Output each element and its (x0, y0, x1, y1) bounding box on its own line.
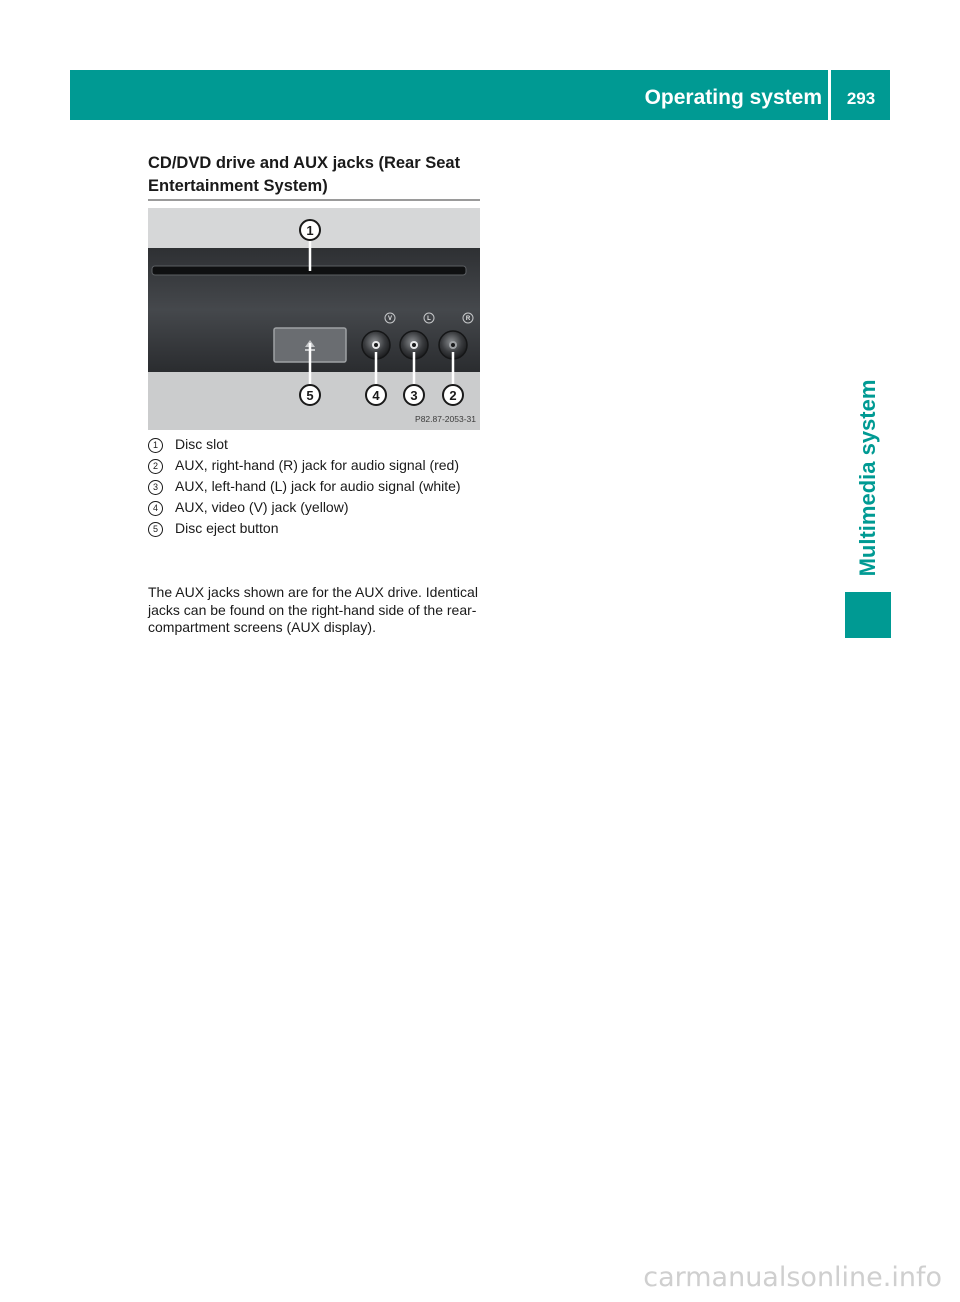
figure-code: P82.87-2053-31 (415, 414, 476, 424)
callout-1-number: 1 (306, 223, 314, 238)
header-divider (828, 70, 831, 120)
legend-text: Disc slot (175, 436, 228, 452)
callout-4 (366, 385, 386, 405)
legend-text: Disc eject button (175, 520, 279, 536)
legend-item (148, 499, 483, 517)
callout-2 (443, 385, 463, 405)
body-paragraph: The AUX jacks shown are for the AUX drive. Identical jacks can be found on the right-hand side of the rear-compartment screens (AUX display). (148, 584, 478, 635)
legend-item (148, 436, 483, 454)
legend-item (148, 457, 483, 475)
cd-dvd-drive-figure (148, 208, 480, 430)
right-jack-letter: R (465, 316, 471, 322)
legend-number: 5 (148, 522, 163, 537)
legend-number: 2 (148, 459, 163, 474)
callout-5 (300, 385, 320, 405)
callout-2-number: 2 (449, 388, 457, 403)
callout-3 (404, 385, 424, 405)
callout-5-number: 5 (306, 388, 314, 403)
callout-3-number: 3 (410, 388, 418, 403)
section-title: CD/DVD drive and AUX jacks (Rear Seat Entertainment System) (148, 154, 461, 195)
legend-item (148, 478, 483, 496)
header-bar (70, 70, 890, 120)
legend-text: AUX, left-hand (L) jack for audio signal (white) (175, 478, 461, 494)
video-jack-letter: V (387, 316, 393, 322)
drive-illustration (148, 208, 480, 430)
left-jack-letter: L (427, 316, 431, 322)
legend-list (148, 436, 483, 541)
legend-number: 3 (148, 480, 163, 495)
page-number: 293 (846, 89, 876, 108)
watermark: carmanualsonline.info (643, 1262, 942, 1293)
legend-text: AUX, video (V) jack (yellow) (175, 499, 349, 515)
callout-4-number: 4 (372, 388, 380, 403)
side-tab-text: Multimedia system (855, 379, 880, 576)
legend-item (148, 520, 483, 538)
side-tab-label (845, 365, 891, 590)
legend-text: AUX, right-hand (R) jack for audio signal (red) (175, 457, 460, 473)
legend-number: 4 (148, 501, 163, 516)
side-tab-marker (845, 592, 891, 638)
header-title: Operating system (644, 86, 822, 109)
title-rule (148, 199, 480, 201)
legend-number: 1 (148, 438, 163, 453)
callout-1 (300, 220, 320, 240)
